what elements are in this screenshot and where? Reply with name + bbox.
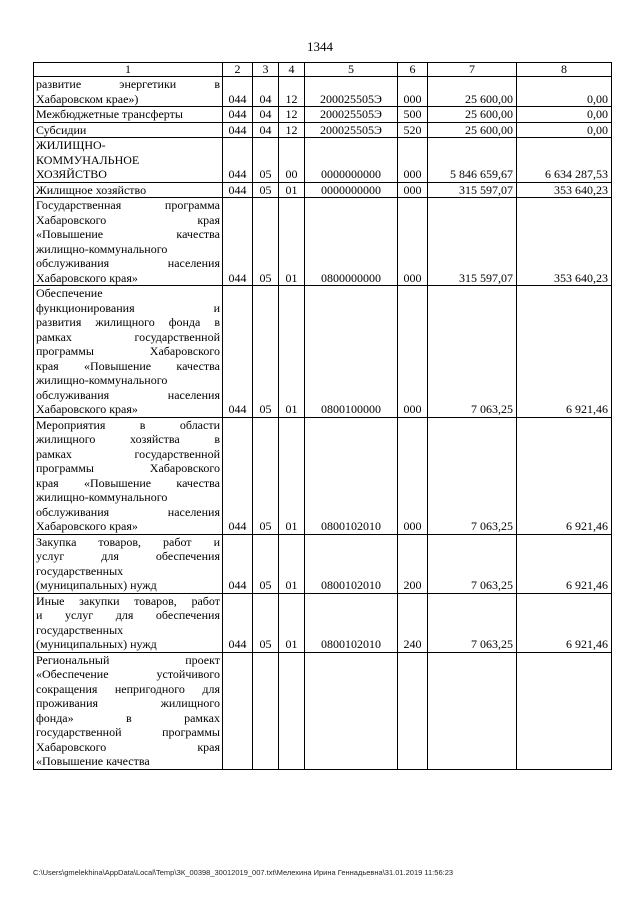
amount-2021-cell: 6 921,46: [517, 286, 612, 418]
code-admin-cell: 044: [223, 417, 253, 534]
table-row: [34, 593, 612, 652]
code-admin-cell: 044: [223, 122, 253, 138]
code-admin-cell: 044: [223, 107, 253, 123]
table-row: [34, 122, 612, 138]
row-name-line: жилищно-коммунального: [36, 373, 168, 387]
row-name-line: (муниципальных) нужд: [36, 578, 157, 592]
table-header-row: [34, 63, 612, 77]
row-name-line: фонда» в рамках: [36, 710, 220, 725]
amount-2021-cell: 0,00: [517, 107, 612, 123]
column-header: 3: [253, 63, 279, 77]
amount-2021-cell: 0,00: [517, 77, 612, 107]
subsection-cell: 00: [279, 138, 305, 183]
row-name-line: Мероприятия в области: [36, 417, 220, 432]
expense-type-cell: 000: [398, 182, 428, 198]
row-name-line: обслуживания населения: [36, 387, 220, 402]
amount-2020-cell: 315 597,07: [428, 182, 517, 198]
target-article-cell: 0800000000: [305, 198, 398, 286]
amount-2020-cell: 25 600,00: [428, 77, 517, 107]
row-name-line: Закупка товаров, работ и: [36, 534, 220, 549]
column-header: 5: [305, 63, 398, 77]
table-row: [34, 534, 612, 593]
row-name-line: развития жилищного фонда в: [36, 315, 220, 329]
code-admin-cell: 044: [223, 77, 253, 107]
budget-table: [33, 62, 612, 770]
amount-2021-cell: 6 921,46: [517, 593, 612, 652]
row-name-line: обслуживания населения: [36, 256, 220, 270]
row-name-line: программы Хабаровского: [36, 344, 220, 358]
row-name-cell: [34, 652, 223, 769]
amount-2021-cell: 353 640,23: [517, 198, 612, 286]
target-article-cell: 200025505Э: [305, 107, 398, 123]
table-row: [34, 652, 612, 769]
row-name-line: проживания жилищного: [36, 696, 220, 710]
row-name-line: функционирования и: [36, 300, 220, 315]
expense-type-cell: 500: [398, 107, 428, 123]
page-number: 1344: [307, 39, 333, 54]
row-name-cell: [34, 593, 223, 652]
table-row: [34, 77, 612, 107]
row-name-line: жилищного хозяйства в: [36, 432, 220, 446]
row-name-line: государственных: [36, 622, 124, 637]
row-name-cell: [34, 286, 223, 418]
row-name-line: Иные закупки товаров, работ: [36, 593, 220, 608]
expense-type-cell: 520: [398, 122, 428, 138]
row-name-cell: [34, 77, 223, 107]
target-article-cell: [305, 652, 398, 769]
row-name-line: (муниципальных) нужд: [36, 637, 157, 651]
subsection-cell: 12: [279, 107, 305, 123]
amount-2021-cell: 0,00: [517, 122, 612, 138]
section-cell: [253, 652, 279, 769]
row-name-line: жилищно-коммунального: [36, 241, 168, 256]
column-header: 7: [428, 63, 517, 77]
code-admin-cell: 044: [223, 593, 253, 652]
amount-2021-cell: 6 634 287,53: [517, 138, 612, 183]
row-name-line: обслуживания населения: [36, 504, 220, 519]
row-name-line: Хабаровского края»: [36, 270, 138, 285]
table-row: [34, 417, 612, 534]
row-name-line: Межбюджетные трансферты: [36, 107, 183, 121]
expense-type-cell: 000: [398, 138, 428, 183]
section-cell: 05: [253, 417, 279, 534]
row-name-line: ЖИЛИЩНО-: [36, 138, 106, 152]
amount-2020-cell: 7 063,25: [428, 534, 517, 593]
code-admin-cell: 044: [223, 182, 253, 198]
row-name-line: Жилищное хозяйство: [36, 182, 147, 197]
row-name-line: жилищно-коммунального: [36, 490, 168, 504]
row-name-line: «Повышение качества: [36, 227, 220, 241]
amount-2020-cell: 7 063,25: [428, 417, 517, 534]
target-article-cell: 0800102010: [305, 417, 398, 534]
code-admin-cell: 044: [223, 198, 253, 286]
row-name-line: края «Повышение качества: [36, 358, 220, 373]
row-name-line: Обеспечение: [36, 286, 103, 300]
row-name-line: края «Повышение качества: [36, 475, 220, 490]
code-admin-cell: 044: [223, 534, 253, 593]
section-cell: 04: [253, 107, 279, 123]
subsection-cell: 12: [279, 122, 305, 138]
amount-2020-cell: [428, 652, 517, 769]
row-name-line: КОММУНАЛЬНОЕ: [36, 152, 140, 167]
column-header: 2: [223, 63, 253, 77]
target-article-cell: 0800102010: [305, 593, 398, 652]
section-cell: 04: [253, 122, 279, 138]
subsection-cell: [279, 652, 305, 769]
amount-2020-cell: 7 063,25: [428, 286, 517, 418]
amount-2020-cell: 315 597,07: [428, 198, 517, 286]
row-name-line: и услуг для обеспечения: [36, 608, 220, 622]
target-article-cell: 200025505Э: [305, 122, 398, 138]
expense-type-cell: 000: [398, 417, 428, 534]
row-name-line: Хабаровского края»: [36, 402, 138, 416]
row-name-line: рамках государственной: [36, 329, 220, 344]
row-name-cell: [34, 138, 223, 183]
amount-2020-cell: 7 063,25: [428, 593, 517, 652]
expense-type-cell: 000: [398, 286, 428, 418]
row-name-line: Хабаровском крае»): [36, 91, 139, 106]
target-article-cell: 200025505Э: [305, 77, 398, 107]
expense-type-cell: [398, 652, 428, 769]
row-name-line: «Обеспечение устойчивого: [36, 667, 220, 681]
row-name-line: Государственная программа: [36, 198, 220, 212]
target-article-cell: 0000000000: [305, 182, 398, 198]
row-name-line: развитие энергетики в: [36, 77, 220, 91]
row-name-line: государственных: [36, 563, 124, 578]
amount-2020-cell: 5 846 659,67: [428, 138, 517, 183]
table-row: [34, 138, 612, 183]
amount-2021-cell: 6 921,46: [517, 534, 612, 593]
row-name-line: программы Хабаровского: [36, 461, 220, 475]
code-admin-cell: [223, 652, 253, 769]
subsection-cell: 01: [279, 417, 305, 534]
row-name-cell: [34, 198, 223, 286]
amount-2021-cell: [517, 652, 612, 769]
row-name-line: сокращения непригодного для: [36, 681, 220, 696]
section-cell: 04: [253, 77, 279, 107]
row-name-cell: [34, 182, 223, 198]
amount-2021-cell: 6 921,46: [517, 417, 612, 534]
subsection-cell: 01: [279, 182, 305, 198]
subsection-cell: 01: [279, 286, 305, 418]
row-name-line: услуг для обеспечения: [36, 549, 220, 563]
column-header: 4: [279, 63, 305, 77]
code-admin-cell: 044: [223, 286, 253, 418]
row-name-cell: [34, 534, 223, 593]
expense-type-cell: 200: [398, 534, 428, 593]
section-cell: 05: [253, 198, 279, 286]
expense-type-cell: 240: [398, 593, 428, 652]
subsection-cell: 01: [279, 198, 305, 286]
code-admin-cell: 044: [223, 138, 253, 183]
table-row: [34, 286, 612, 418]
expense-type-cell: 000: [398, 77, 428, 107]
row-name-line: Хабаровского края: [36, 212, 220, 227]
row-name-line: «Повышение качества: [36, 754, 150, 768]
amount-2021-cell: 353 640,23: [517, 182, 612, 198]
subsection-cell: 12: [279, 77, 305, 107]
row-name-cell: [34, 122, 223, 138]
target-article-cell: 0800102010: [305, 534, 398, 593]
footer-path: C:\Users\gmelekhina\AppData\Local\Temp\ЗК_00398_30012019_007.txt\Мелехина Ирина Геннадьевна\31.01.2019 11:56:23: [33, 868, 454, 877]
amount-2020-cell: 25 600,00: [428, 107, 517, 123]
column-header: 6: [398, 63, 428, 77]
column-header: 1: [34, 63, 223, 77]
row-name-line: рамках государственной: [36, 446, 220, 461]
expense-type-cell: 000: [398, 198, 428, 286]
row-name-line: государственной программы: [36, 725, 220, 739]
table-row: [34, 182, 612, 198]
column-header: 8: [517, 63, 612, 77]
row-name-line: Хабаровского края: [36, 739, 220, 754]
row-name-cell: [34, 417, 223, 534]
section-cell: 05: [253, 138, 279, 183]
table-row: [34, 198, 612, 286]
subsection-cell: 01: [279, 593, 305, 652]
section-cell: 05: [253, 286, 279, 418]
section-cell: 05: [253, 593, 279, 652]
amount-2020-cell: 25 600,00: [428, 122, 517, 138]
row-name-line: Хабаровского края»: [36, 519, 138, 533]
section-cell: 05: [253, 182, 279, 198]
table-row: [34, 107, 612, 123]
row-name-line: Региональный проект: [36, 652, 220, 667]
subsection-cell: 01: [279, 534, 305, 593]
row-name-cell: [34, 107, 223, 123]
section-cell: 05: [253, 534, 279, 593]
target-article-cell: 0800100000: [305, 286, 398, 418]
target-article-cell: 0000000000: [305, 138, 398, 183]
row-name-line: ХОЗЯЙСТВО: [36, 167, 107, 181]
row-name-line: Субсидии: [36, 122, 87, 137]
